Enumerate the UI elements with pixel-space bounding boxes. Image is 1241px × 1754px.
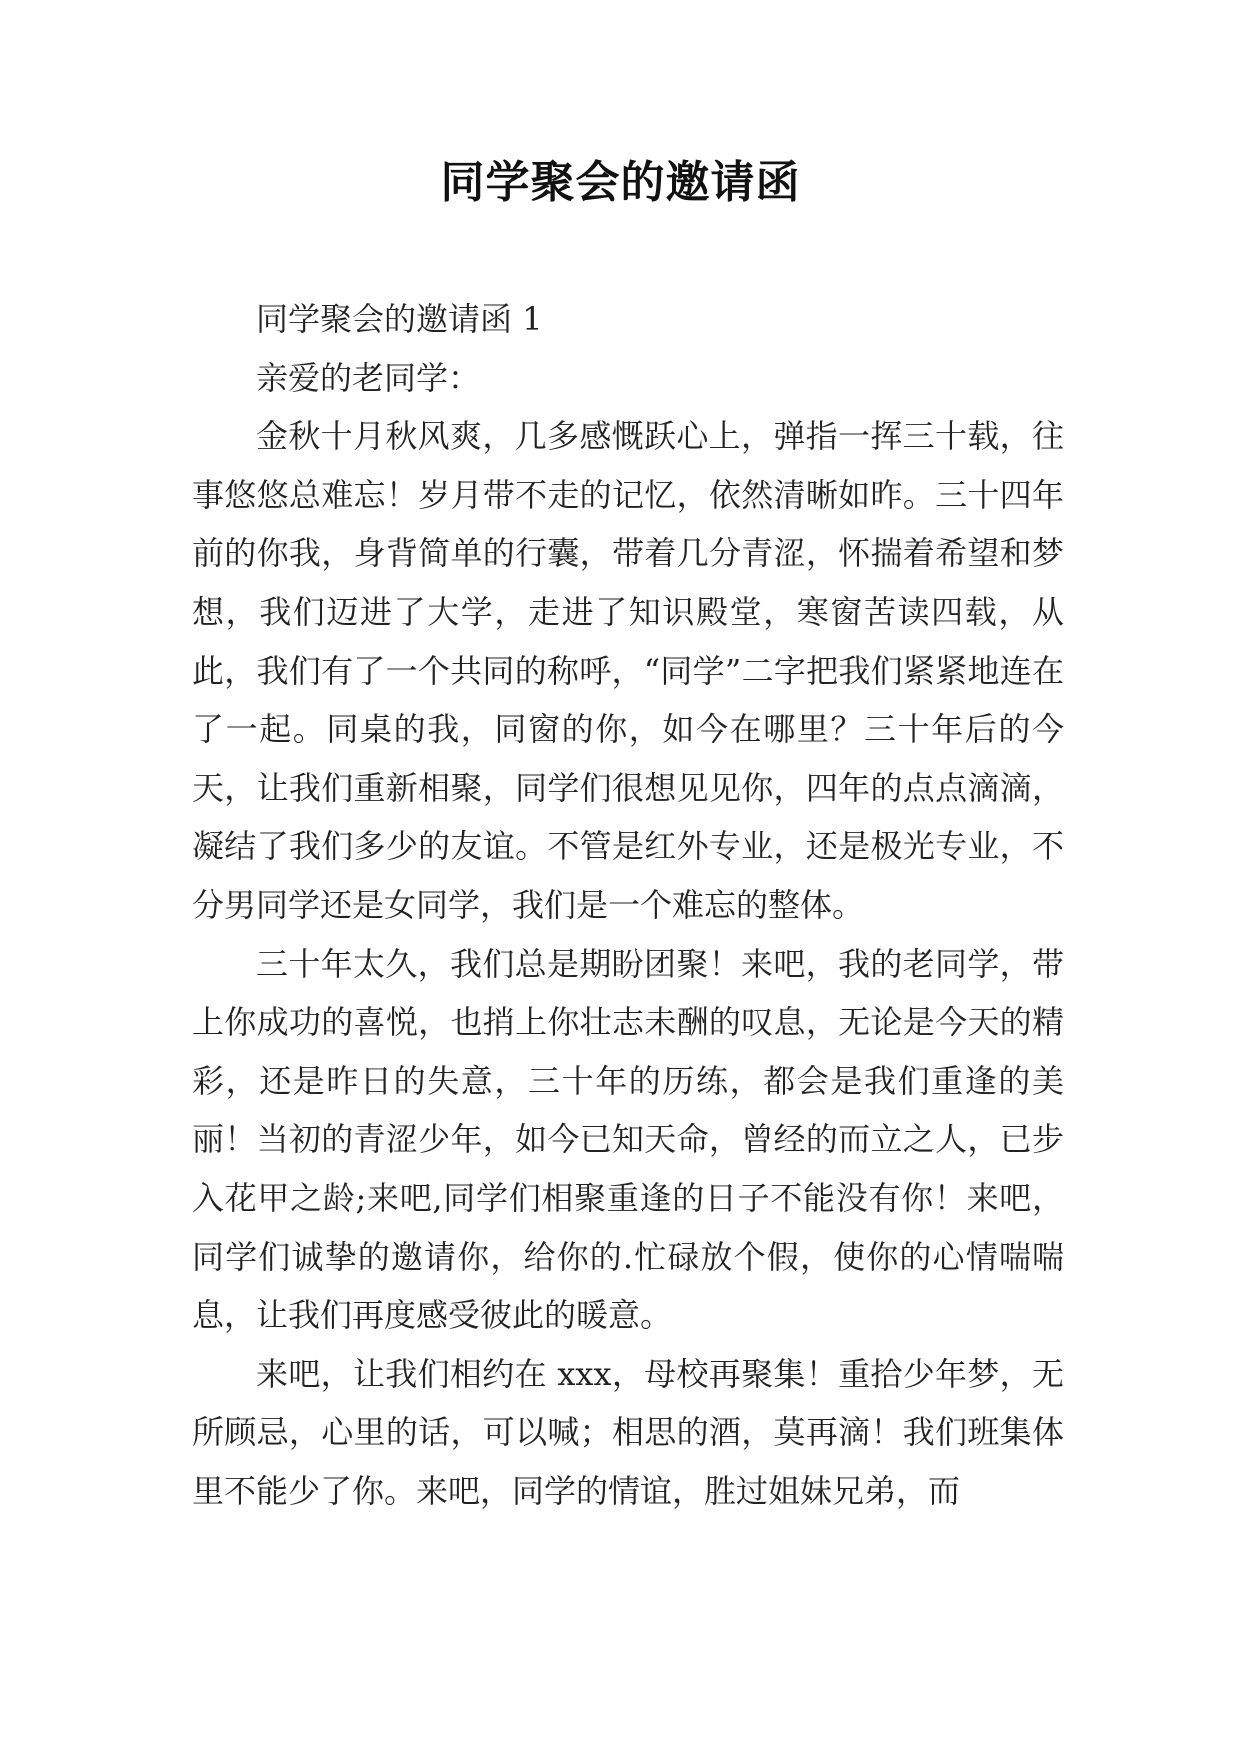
salutation-paragraph: 亲爱的老同学： [256,358,481,397]
body-paragraph: 来吧，让我们相约在 xxx，母校再聚集！重拾少年梦，无所顾忌，心里的话，可以喊；相思的酒，莫再滴！我们班集体里不能少了你。来吧，同学的情谊，胜过姐妹兄弟，而 [192,1354,1064,1510]
body-paragraph: 金秋十月秋风爽，几多感慨跃心上，弹指一挥三十载，往事悠悠总难忘！岁月带不走的记忆，依然清晰如昨。三十四年前的你我，身背简单的行囊，带着几分青涩，怀揣着希望和梦想，我们迈进了大学，走进了知识殿堂，寒窗苦读四载，从此，我们有了一个共同的称呼，“同学”二字把我们紧紧地连在了一起。同桌的我，同窗的你，如今在哪里？三十年后的今天，让我们重新相聚，同学们很想见见你，四年的点点滴滴，凝结了我们多少的友谊。不管是红外专业，还是极光专业，不分男同学还是女同学，我们是一个难忘的整体。 [192,417,1064,924]
body-paragraph: 三十年太久，我们总是期盼团聚！来吧，我的老同学，带上你成功的喜悦，也捎上你壮志未酬的叹息，无论是今天的精彩，还是昨日的失意，三十年的历练，都会是我们重逢的美丽！当初的青涩少年，如今已知天命，曾经的而立之人，已步入花甲之龄;来吧,同学们相聚重逢的日子不能没有你！来吧，同学们诚挚的邀请你，给你的.忙碌放个假，使你的心情喘喘息，让我们再度感受彼此的暖意。 [192,944,1064,1335]
document-title: 同学聚会的邀请函 [440,157,801,208]
subtitle-paragraph: 同学聚会的邀请函 1 [256,300,543,338]
document-body [192,290,1064,1520]
